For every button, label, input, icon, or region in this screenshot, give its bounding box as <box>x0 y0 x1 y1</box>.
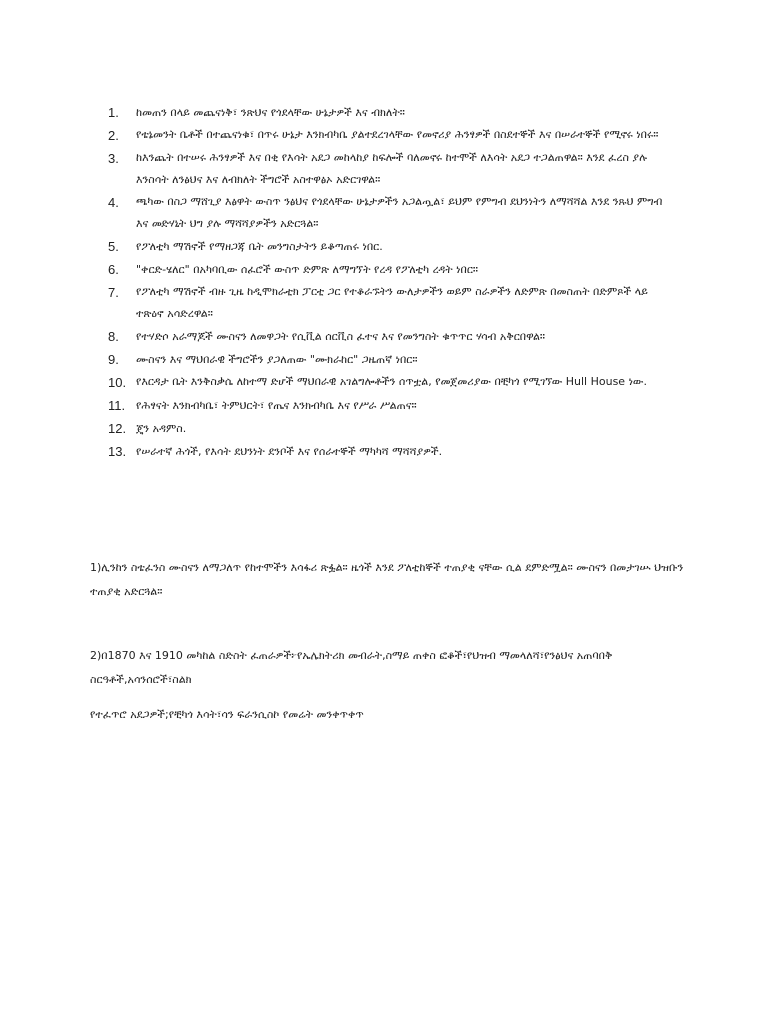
list-number: 8. <box>108 329 119 344</box>
list-item <box>108 191 678 235</box>
list-text: የፖለቲካ ማሽኖች ብዙ ጊዜ ከዲሞክራቲክ ፓርቲ ጋር የተቆራኙትን ውለታዎችን ወይም ስራዎችን ለድምጽ በመስጠት በድምጾች ላይ ተጽዕኖ አሳድረዋል። <box>136 285 648 320</box>
list-item <box>108 235 678 258</box>
list-text: "ቀርድ-ሄለር" በአካባቢው ሰፈሮች ውስጥ ድምጽ ለማግኘት የረዳ የፖለቲካ ረዳት ነበር። <box>136 263 479 276</box>
paragraph-inventions: 2)በ1870 እና 1910 መካከል ስድስት ፈጠራዎች፦የኤሌክትሪክ መብራት,ስማይ ጠቀስ ፎቆች፣የህዝብ ማመላለሻ፣የንፅህና አጠባበቅ ስርዓቶች,አሳንሰሮች፣ስልክ <box>90 649 613 686</box>
list-text: ከመጠን በላይ መጨናነቅ፣ ንጽህና የጎደላቸው ሁኔታዎች እና ብክለት። <box>136 106 405 119</box>
list-text: ሙስናን እና ማህበራዊ ችግሮችን ያጋለጠው "ሙክራከር" ጋዜጠኛ ነበር። <box>136 353 418 366</box>
list-text: ከእንጨት በተሠሩ ሕንፃዎች እና በቂ የእሳት አደጋ መከላከያ ከፍሎች ባለመኖሩ ከተሞች ለእሳት አደጋ ተጋልጠዋል። እንደ ፈረስ ያሉ እንስሳት ለንፅህና እና ለብክለት ችግሮች አስተዋፅኦ አድርገዋል። <box>136 151 647 186</box>
list-text: ጫካው በስጋ ማሸጊያ እፅዋት ውስጥ ንፅህና የጎደላቸው ሁኔታዎችን አጋልጧል፣ ይህም የምግብ ደህንነትን ለማሻሻል እንደ ንጹህ ምግብ እና መድሃኒት ህግ ያሉ ማሻሻያዎችን አድርጓል። <box>136 195 663 230</box>
list-number: 1. <box>108 105 119 120</box>
list-item <box>108 124 678 147</box>
list-item <box>108 101 678 124</box>
list-text: የእርዳታ ቤት እንቅስቃሴ ለከተማ ድሆች ማህበራዊ አገልግሎቶችን ሰጥቷል, የመጀመሪያው በቺካጎ የሚገኘው Hull House ነው. <box>136 375 647 388</box>
list-number: 12. <box>108 421 127 436</box>
list-text: የቴኔመንት ቤቶች በተጨናነቁ፣ በጥሩ ሁኔታ እንክብካቤ ያልተደረገላቸው የመኖሪያ ሕንፃዎች በስደተኞች እና በሠራተኞች የሚኖሩ ነበሩ። <box>136 128 659 141</box>
paragraph-lincoln-steffens: 1)ሊንከን ስቴፈንስ ሙስናን ለማጋለጥ የከተሞችን እሳፋሪ ጽፏል። ዜጎች እንደ ፖለቲከኞች ተጠያቂ ናቸው ሲል ደምድሟል። ሙስናን በመታገሡ ህዝቡን ተጠያቂ አድርጓል። <box>90 561 684 598</box>
list-number: 11. <box>108 398 126 413</box>
list-number: 5. <box>108 239 119 254</box>
list-item <box>108 348 678 371</box>
numbered-list <box>108 101 678 463</box>
list-text: የተሃድሶ አራማጆች ሙስናን ለመዋጋት የሲቪል ሰርቪስ ፈተና እና የመንግስት ቁጥጥር ሃሳብ አቅርበዋል። <box>136 330 546 343</box>
list-number: 2. <box>108 128 119 143</box>
list-item <box>108 417 678 440</box>
list-number: 9. <box>108 352 119 367</box>
list-number: 7. <box>108 285 119 300</box>
list-item <box>108 147 678 191</box>
list-number: 10. <box>108 375 127 390</box>
paragraph-natural-disasters: የተፈጥሮ አደጋዎች;የቺካጎ እሳት፣ሳን ፍራንሲስኮ የመሬት መንቀጥቀጥ <box>90 708 364 721</box>
list-text: የሕፃናት እንክብካቤ፣ ትምህርት፣ የጤና እንክብካቤ እና የሥራ ሥልጠና። <box>136 399 417 412</box>
list-number: 13. <box>108 444 127 459</box>
list-text: የፖለቲካ ማሽኖች የማዘጋጃ ቤት መንግስታትን ይቆጣጠሩ ነበር. <box>136 240 383 253</box>
list-number: 6. <box>108 262 119 277</box>
list-item <box>108 371 678 394</box>
list-text: ጄን አዳምስ. <box>136 422 187 435</box>
list-item <box>108 394 678 417</box>
list-number: 3. <box>108 151 119 166</box>
list-number: 4. <box>108 195 119 210</box>
list-item <box>108 281 678 325</box>
list-item <box>108 325 678 348</box>
list-item <box>108 440 678 463</box>
list-item <box>108 258 678 281</box>
list-text: የሠራተኛ ሕጎች, የእሳት ደህንነት ደንቦች እና የሰራተኞች ማካካሻ ማሻሻያዎች. <box>136 445 443 458</box>
